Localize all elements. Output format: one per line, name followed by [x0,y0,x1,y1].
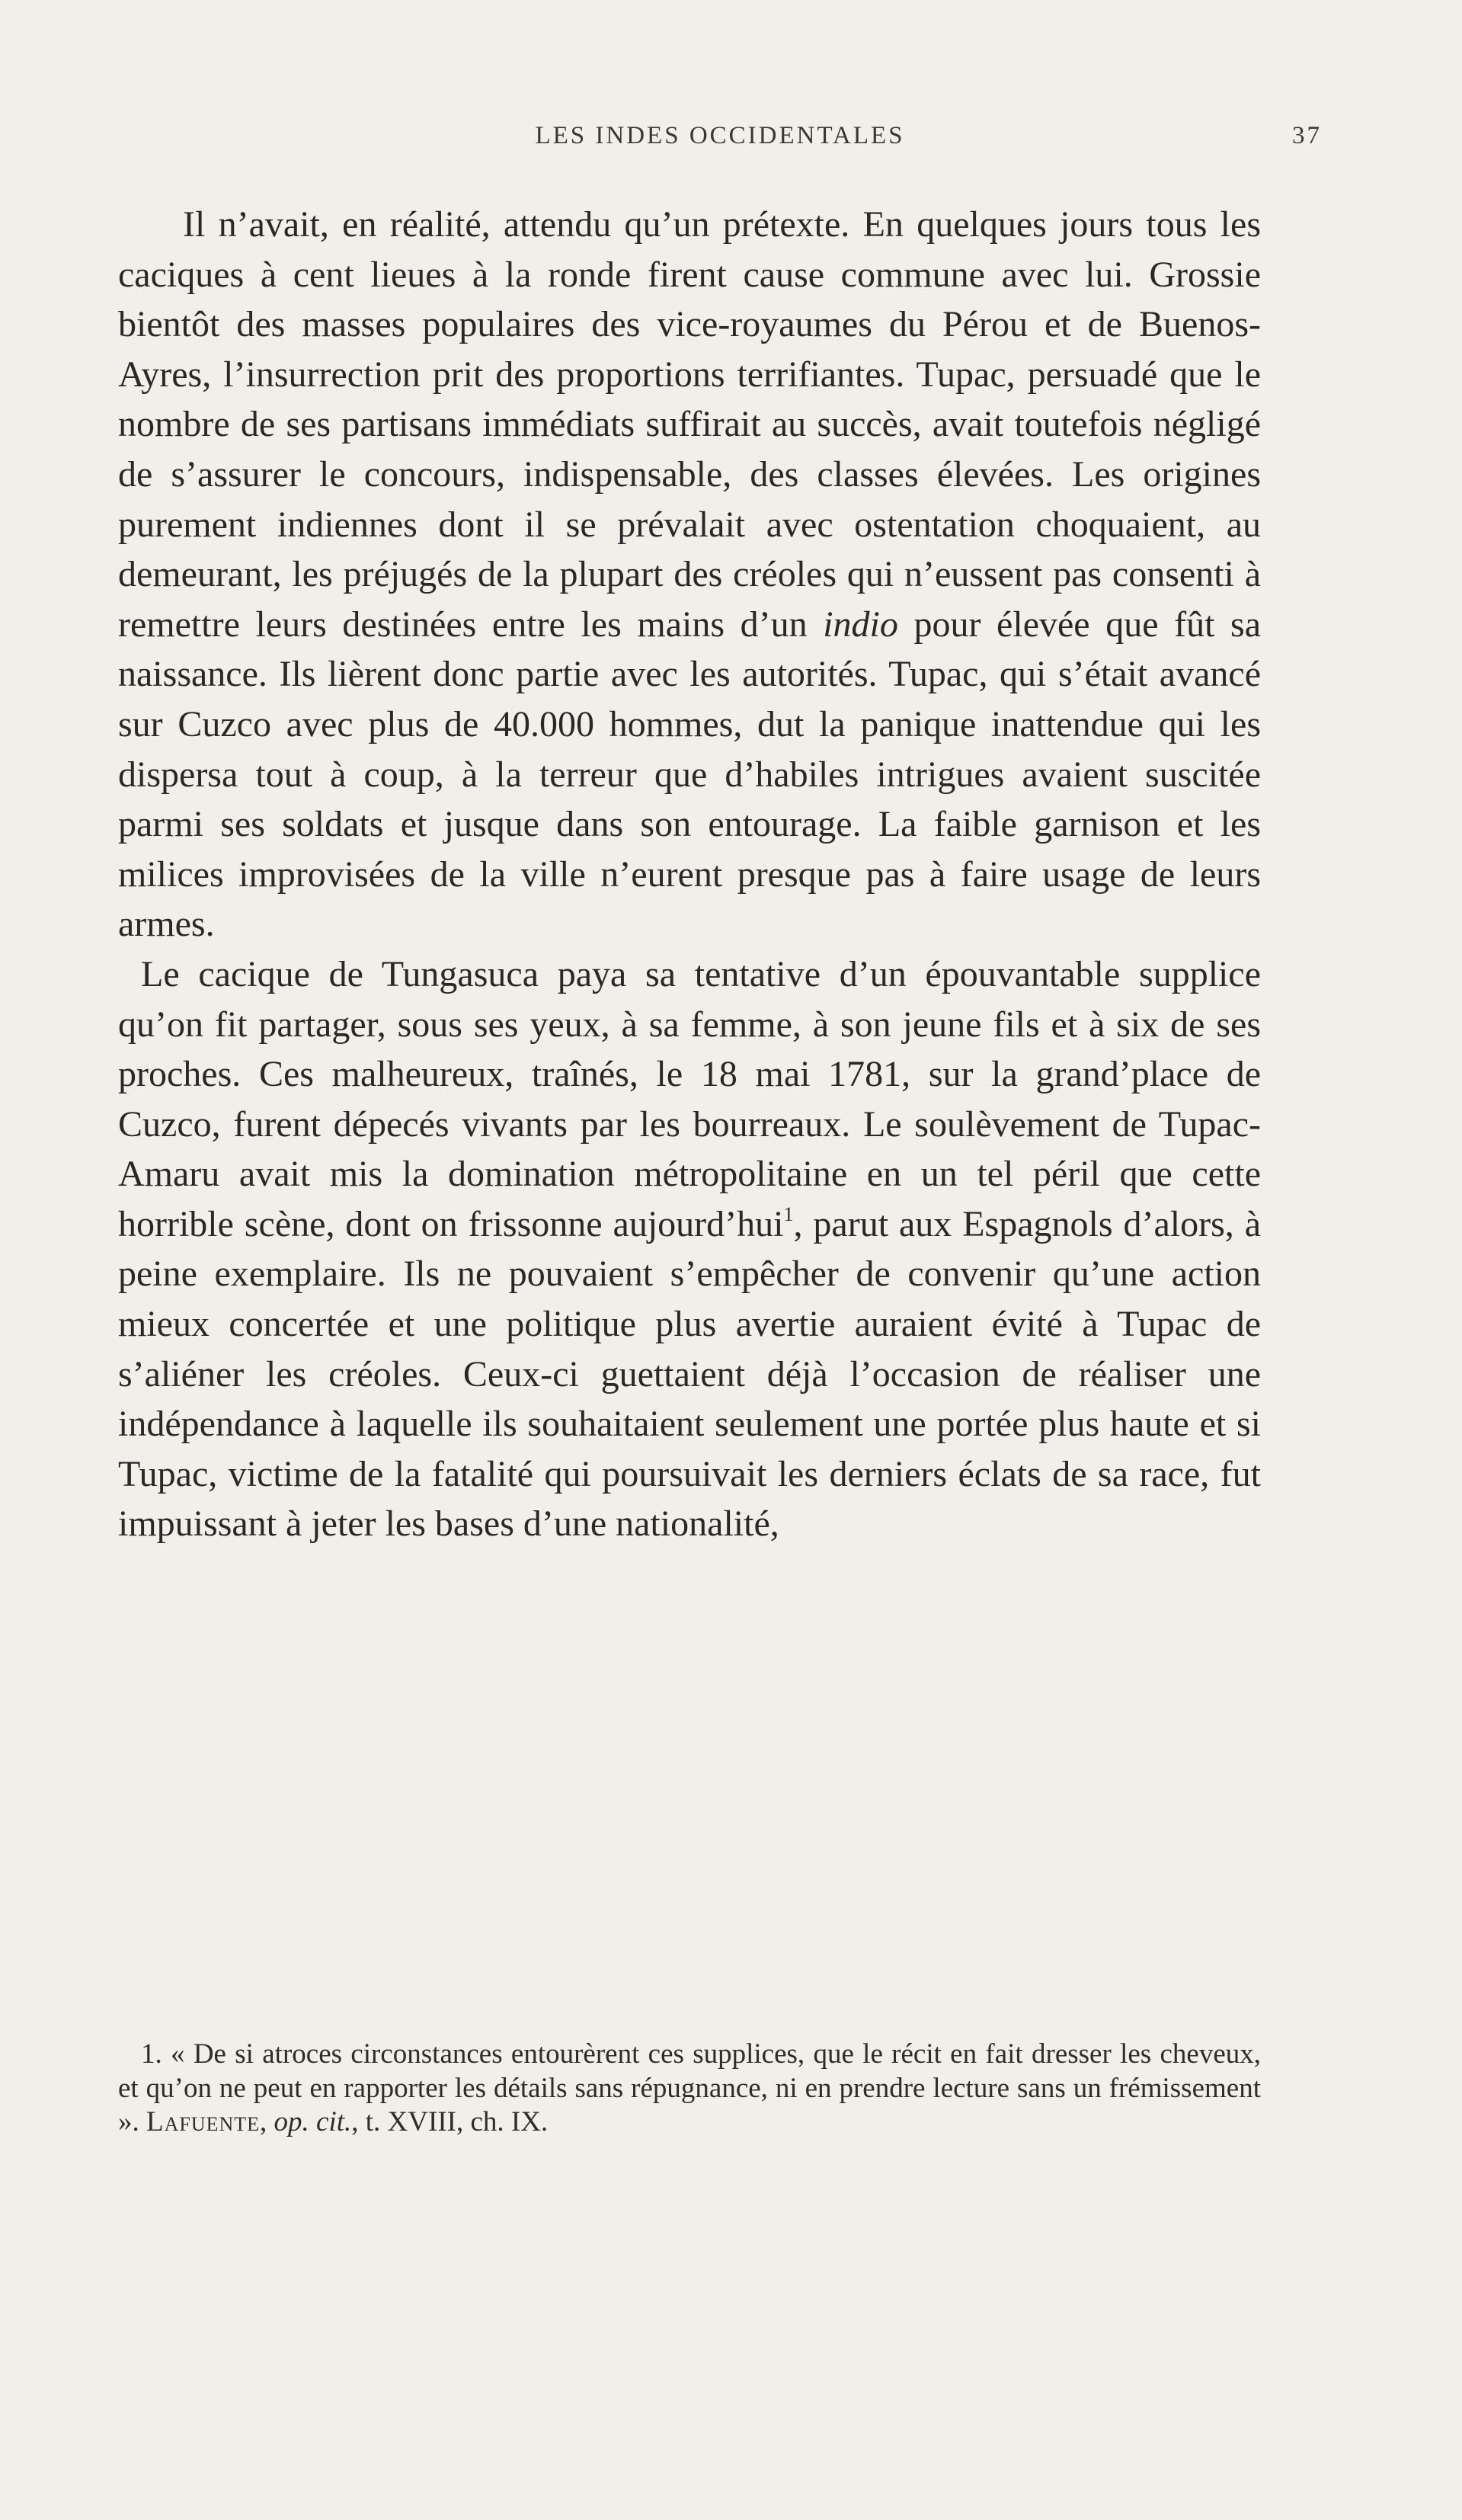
paragraph-1-text-a: Il n’avait, en réalité, attendu qu’un prétexte. En quelques jours tous les caciques à cent lieues à la ronde firent cause commune avec lui. Grossie bientôt des masses populaires des vice-royaumes du Pérou et de Buenos-Ayres, l’insurrection prit des proportions terrifiantes. Tupac, persuadé que le nombre de ses partisans immédiats suffirait au succès, avait toutefois négligé de s’assurer le concours, indispensable, des classes élevées. Les origines purement indiennes dont il se prévalait avec ostentation choquaient, au demeurant, les préjugés de la plupart des créoles qui n’eussent pas consenti à remettre leurs destinées entre les mains d’un [118,204,1261,645]
running-head [118,122,1322,160]
running-title: LES INDES OCCIDENTALES [535,122,905,149]
paragraph-2-text-a: Le cacique de Tungasuca paya sa tentative d’un épouvantable supplice qu’on fit partager, sous ses yeux, à sa femme, à son jeune fils et à six de ses proches. Ces malheureux, traînés, le 18 mai 1781, sur la grand’place de Cuzco, furent dépecés vivants par les bourreaux. Le soulèvement de Tupac-Amaru avait mis la domination métropolitaine en un tel péril que cette horrible scène, dont on frissonne aujourd’hui [118,953,1261,1244]
footnote-marker: 1. [141,2038,162,2070]
paragraph-1 [118,200,1261,949]
paragraph-2 [118,949,1261,1549]
paragraph-1-text-b: pour élevée que fût sa naissance. Ils lièrent donc partie avec les autorités. Tupac, qui s’était avancé sur Cuzco avec plus de 40.000 hommes, dut la panique inattendue qui les dispersa tout à coup, à la terreur que d’habiles intrigues avaient suscitée parmi ses soldats et jusque dans son entourage. La faible garnison et les milices improvisées de la ville n’eurent presque pas à faire usage de leurs armes. [118,604,1261,945]
body-text [118,200,1261,1549]
page-number: 37 [1292,122,1322,149]
paragraph-1-italic-word: indio [823,604,898,645]
footnote-work: op. cit. [274,2106,352,2137]
footnote-author: Lafuente [146,2106,261,2137]
footnote-separator: , [260,2106,274,2137]
footnote-text: « De si atroces circonstances entourèrent ces supplices, que le récit en fait dresser les cheveux, et qu’on ne peut en rapporter les détails sans répugnance, ni en prendre lecture sans un frémissement ». [118,2038,1261,2137]
paragraph-2-text-b: , parut aux Espagnols d’alors, à peine exemplaire. Ils ne pouvaient s’empêcher de convenir qu’une action mieux concertée et une politique plus avertie auraient évité à Tupac de s’aliéner les créoles. Ceux-ci guettaient déjà l’occasion de réaliser une indépendance à laquelle ils souhaitaient seulement une portée plus haute et si Tupac, victime de la fatalité qui poursuivait les derniers éclats de sa race, fut impuissant à jeter les bases d’une nationalité, [118,1203,1261,1545]
footnote-reference[interactable]: 1 [783,1202,794,1225]
footnote [118,2038,1261,2140]
footnote-reference-detail: , t. XVIII, ch. IX. [351,2106,549,2137]
